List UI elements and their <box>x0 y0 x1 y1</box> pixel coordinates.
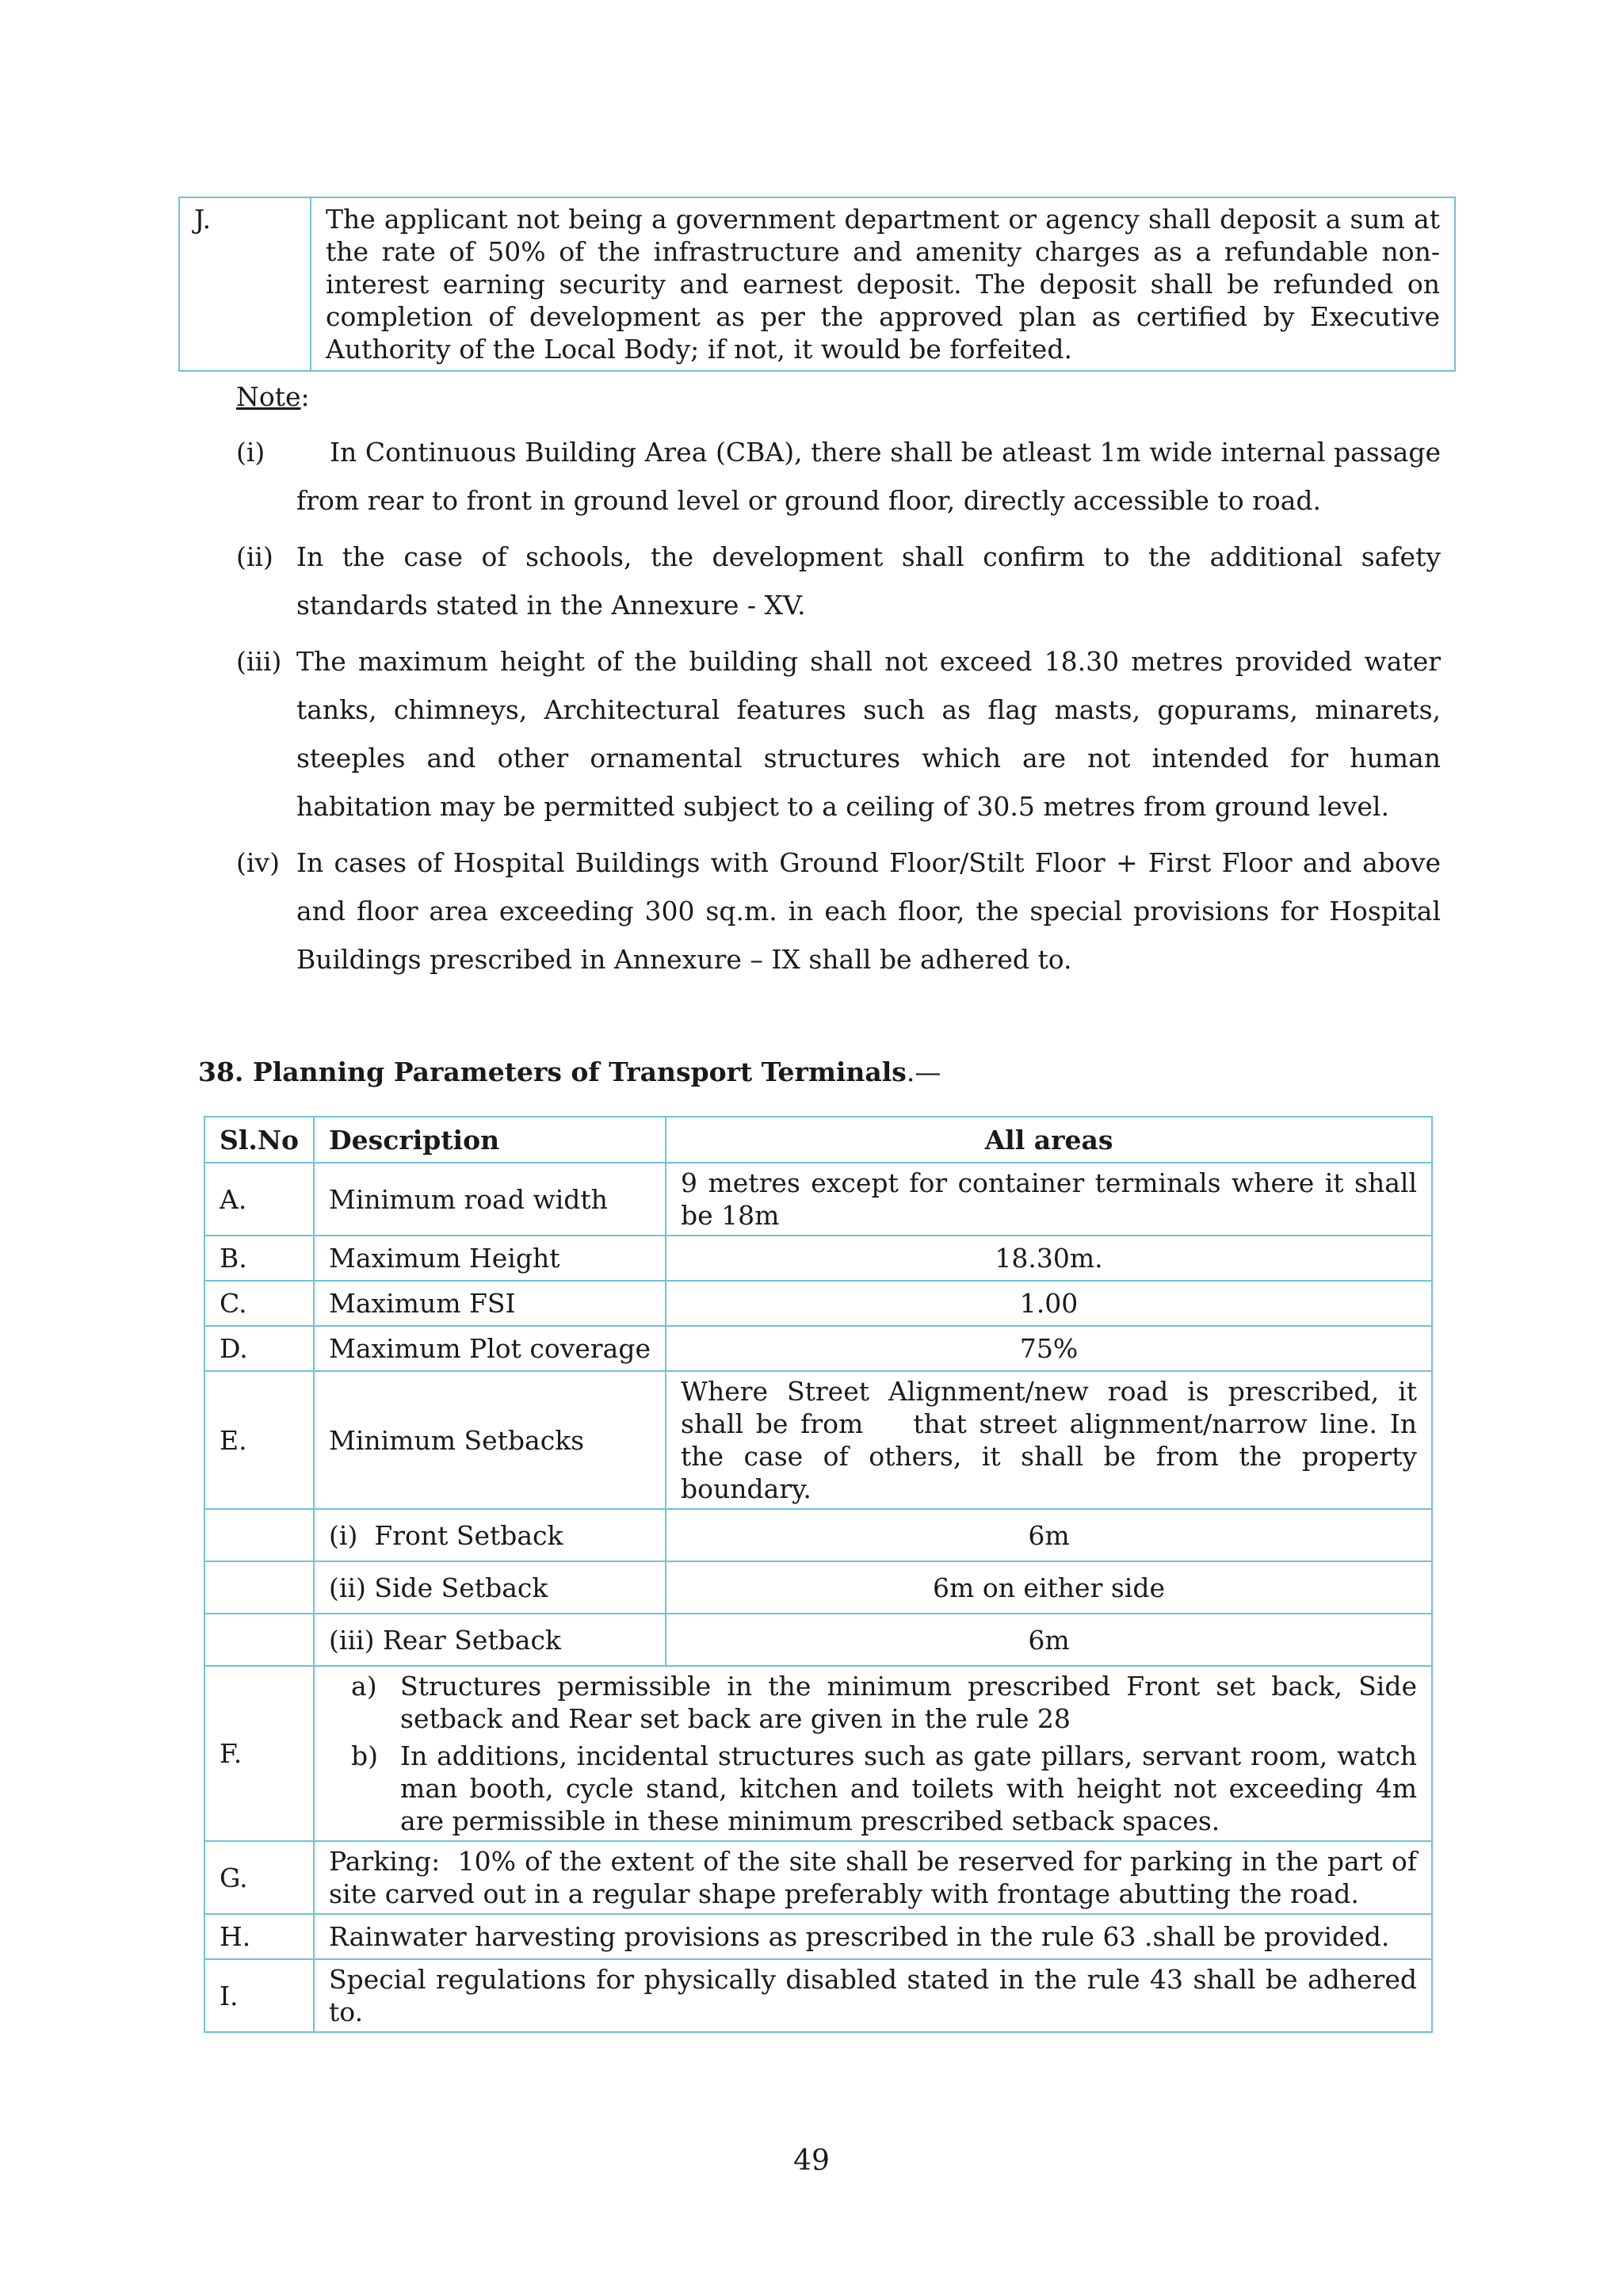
structures-list <box>329 1670 1417 1837</box>
header-slno: Sl.No <box>204 1117 314 1163</box>
note-item <box>236 839 1441 984</box>
row-description: Maximum Height <box>314 1236 666 1281</box>
row-description: (iii) Rear Setback <box>314 1614 666 1666</box>
note-item-text: In the case of schools, the development shall confirm to the additional safety standards stated in the Annexure - XV. <box>296 541 1441 621</box>
row-sl: C. <box>204 1281 314 1326</box>
note-heading <box>236 380 310 414</box>
row-sl <box>204 1509 314 1561</box>
row-value: 6m on either side <box>666 1561 1432 1614</box>
note-item <box>236 428 1441 525</box>
table-header-row <box>204 1117 1432 1163</box>
list-marker: b) <box>351 1740 379 1771</box>
row-sl: H. <box>204 1914 314 1959</box>
section-title-suffix: .— <box>906 1056 941 1087</box>
row-sl: E. <box>204 1371 314 1509</box>
table-row <box>204 1236 1432 1281</box>
row-description: Maximum Plot coverage <box>314 1326 666 1371</box>
note-item-number: (iii) <box>236 646 282 677</box>
table-row <box>204 1509 1432 1561</box>
row-description: Minimum Setbacks <box>314 1371 666 1509</box>
row-description: (i) Front Setback <box>314 1509 666 1561</box>
row-sl: B. <box>204 1236 314 1281</box>
header-description: Description <box>314 1117 666 1163</box>
row-sl: I. <box>204 1959 314 2032</box>
table-row <box>204 1959 1432 2032</box>
row-value: 1.00 <box>666 1281 1432 1326</box>
row-value: 75% <box>666 1326 1432 1371</box>
note-item-number: (ii) <box>236 541 273 572</box>
table-row <box>204 1666 1432 1841</box>
table-row <box>204 1614 1432 1666</box>
row-value: 18.30m. <box>666 1236 1432 1281</box>
list-item-text: In additions, incidental structures such as gate pillars, servant room, watch man booth, cycle stand, kitchen and toilets with height not exceeding 4m are permissible in these minimum prescribed setback spaces. <box>400 1740 1417 1836</box>
row-value: 6m <box>666 1509 1432 1561</box>
note-item-number: (i) <box>236 437 265 468</box>
rule-j-box <box>178 197 1456 372</box>
note-item <box>236 533 1441 629</box>
row-description: Maximum FSI <box>314 1281 666 1326</box>
table-row <box>204 1281 1432 1326</box>
row-value <box>314 1666 1432 1841</box>
row-value: Parking: 10% of the extent of the site shall be reserved for parking in the part of site carved out in a regular shape preferably with frontage abutting the road. <box>314 1841 1432 1914</box>
page-number: 49 <box>793 2145 830 2177</box>
note-item-text: In Continuous Building Area (CBA), there shall be atleast 1m wide internal passage from rear to front in ground level or ground floor, directly accessible to road. <box>296 437 1441 516</box>
row-sl: A. <box>204 1163 314 1236</box>
row-description: (ii) Side Setback <box>314 1561 666 1614</box>
list-item-text: Structures permissible in the minimum prescribed Front set back, Side setback and Rear set back are given in the rule 28 <box>400 1671 1417 1734</box>
table-row <box>204 1371 1432 1509</box>
note-item-text: The maximum height of the building shall not exceed 18.30 metres provided water tanks, chimneys, Architectural features such as flag masts, gopurams, minarets, steeples and other ornamental structures which are not intended for human habitation may be permitted subject to a ceiling of 30.5 metres from ground level. <box>296 646 1441 822</box>
note-item-number: (iv) <box>236 847 280 878</box>
row-sl: F. <box>204 1666 314 1841</box>
row-sl <box>204 1614 314 1666</box>
row-value: 9 metres except for container terminals where it shall be 18m <box>666 1163 1432 1236</box>
row-value: Special regulations for physically disabled stated in the rule 43 shall be adhered to. <box>314 1959 1432 2032</box>
section-title: 38. Planning Parameters of Transport Terminals <box>198 1056 907 1087</box>
row-sl: D. <box>204 1326 314 1371</box>
rule-j-label: J. <box>179 197 311 371</box>
row-sl: G. <box>204 1841 314 1914</box>
note-label: Note <box>236 381 301 412</box>
list-item <box>329 1740 1417 1837</box>
header-all-areas: All areas <box>666 1117 1432 1163</box>
rule-j-row <box>179 197 1455 371</box>
note-item-text: In cases of Hospital Buildings with Ground Floor/Stilt Floor + First Floor and above and floor area exceeding 300 sq.m. in each floor, the special provisions for Hospital Buildings prescribed in Annexure – IX shall be adhered to. <box>296 847 1441 975</box>
planning-parameters-table <box>204 1116 1433 2033</box>
row-value: Where Street Alignment/new road is prescribed, it shall be from that street alignment/narrow line. In the case of others, it shall be from the property boundary. <box>666 1371 1432 1509</box>
list-marker: a) <box>351 1671 377 1702</box>
note-item <box>236 637 1441 831</box>
row-description: Minimum road width <box>314 1163 666 1236</box>
table-row <box>204 1561 1432 1614</box>
list-item <box>329 1670 1417 1735</box>
table-row <box>204 1841 1432 1914</box>
row-value: Rainwater harvesting provisions as prescribed in the rule 63 .shall be provided. <box>314 1914 1432 1959</box>
table-row <box>204 1163 1432 1236</box>
note-colon: : <box>300 381 310 412</box>
section-heading <box>198 1056 941 1089</box>
row-value: 6m <box>666 1614 1432 1666</box>
rule-j-text: The applicant not being a government department or agency shall deposit a sum at the rate of 50% of the infrastructure and amenity charges as a refundable non-interest earning security and earnest deposit. The deposit shall be refunded on completion of development as per the approved plan as certified by Executive Authority of the Local Body; if not, it would be forfeited. <box>311 197 1455 371</box>
table-row <box>204 1914 1432 1959</box>
row-sl <box>204 1561 314 1614</box>
table-row <box>204 1326 1432 1371</box>
